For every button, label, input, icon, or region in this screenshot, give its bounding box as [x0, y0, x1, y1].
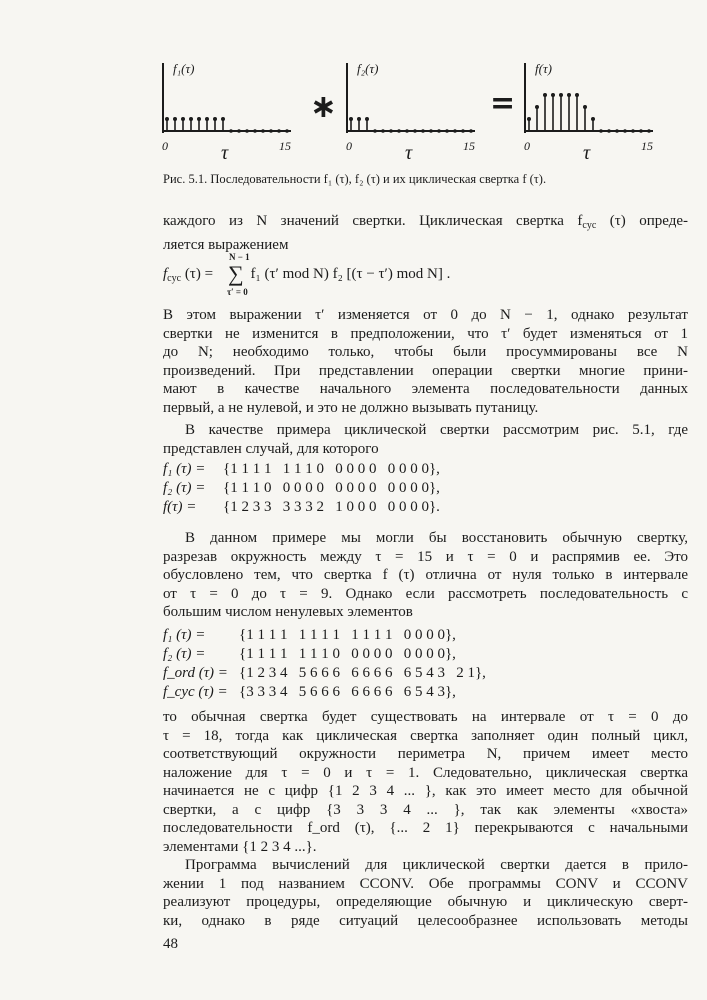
sequence-row: f(τ) = {1 2 3 3 3 3 3 2 1 0 0 0 0 0 0 0}. [163, 499, 440, 515]
zero-marker [429, 129, 433, 133]
zero-marker [245, 129, 249, 133]
stem-marker [559, 93, 563, 97]
text-line: свертки, а с цифр {3 3 3 4 ... }, так как элементы «хвоста» [163, 801, 688, 818]
stem-marker [575, 93, 579, 97]
panel-label: f(τ) [535, 61, 552, 76]
text-line: мают в качестве начального элемента последовательности данных [163, 381, 688, 397]
text-line: то обычная свертка будет существовать на интервале от τ = 0 до [163, 709, 688, 725]
panel-label: f₁(τ) [173, 61, 195, 76]
text-line: разрезав окружность между τ = 15 и τ = 0 и распрямив ее. Это [163, 548, 688, 565]
text-line: В этом выражении τ′ изменяется от 0 до N − 1, однако результат [163, 307, 688, 323]
text-line: элементами {1 2 3 4 ...}. [163, 838, 317, 855]
stem-marker [181, 117, 185, 121]
stem-marker [213, 117, 217, 121]
panel-label: f₂(τ) [357, 61, 379, 76]
text-line: до N; необходимо только, чтобы были просуммированы все N [163, 344, 688, 360]
stem-marker [357, 117, 361, 121]
sequence-row: f_cyc (τ) = {3 3 3 4 5 6 6 6 6 6 6 6 6 5 4 3}, [163, 684, 456, 700]
zero-marker [269, 129, 273, 133]
text-line: каждого из N значений свертки. Циклическая свертка $f_{cyc}$ (τ) опреде- [163, 213, 689, 231]
sum-symbol: ∑ [228, 261, 244, 286]
sum-lower-limit: τ′ = 0 [227, 287, 248, 297]
stem-marker [365, 117, 369, 121]
zero-marker [421, 129, 425, 133]
zero-marker [389, 129, 393, 133]
tick-label-end: 15 [279, 139, 291, 153]
zero-marker [413, 129, 417, 133]
zero-marker [461, 129, 465, 133]
stem-marker [205, 117, 209, 121]
text-line: начинается не с цифр {1 2 3 4 ... }, как это имеет место для обычной [163, 783, 688, 799]
stem-marker [583, 105, 587, 109]
stem-marker [197, 117, 201, 121]
equals-operator: = [490, 86, 516, 121]
zero-marker [445, 129, 449, 133]
text-line: наложение для τ = 0 и τ = 1. Следовательно, циклическая свертка [163, 764, 688, 781]
zero-marker [253, 129, 257, 133]
stem-marker [567, 93, 571, 97]
stem-marker [527, 117, 531, 121]
zero-marker [373, 129, 377, 133]
zero-marker [261, 129, 265, 133]
figure-svg [150, 55, 670, 160]
sequence-block-1 [163, 460, 440, 517]
tick-label-end: 15 [641, 139, 653, 153]
zero-marker [623, 129, 627, 133]
sum-upper-limit: N − 1 [229, 252, 250, 262]
zero-marker [237, 129, 241, 133]
text-line: ки, однако в ряде ситуаций целесообразнее использовать методы [163, 912, 688, 929]
text-line: большим числом ненулевых элементов [163, 604, 413, 620]
zero-marker [469, 129, 473, 133]
tau-axis-label: τ [583, 142, 591, 160]
figure-5-1 [150, 55, 670, 160]
paragraph-4 [163, 529, 688, 622]
stem-marker [189, 117, 193, 121]
zero-marker [631, 129, 635, 133]
zero-marker [599, 129, 603, 133]
stem-marker [173, 117, 177, 121]
convolution-operator: ∗ [310, 87, 337, 125]
stem-marker [535, 105, 539, 109]
paragraph-6 [163, 856, 688, 930]
zero-marker [405, 129, 409, 133]
text-line: соответствующий окружности периметра N, причем имеет место [163, 746, 688, 762]
text-line: τ = 18, тогда как циклическая свертка заполняет один полный цикл, [163, 727, 688, 744]
stem-marker [165, 117, 169, 121]
sequence-row: f_ord (τ) = {1 2 3 4 5 6 6 6 6 6 6 6 6 5 4 3 2 1}, [163, 665, 486, 681]
text-line: свертки не изменится в предположении, что τ′ будет изменяться от 1 [163, 325, 688, 342]
zero-marker [397, 129, 401, 133]
sequence-row: f₂ (τ) = {1 1 1 1 1 1 1 0 0 0 0 0 0 0 0 0}, [163, 646, 456, 662]
zero-marker [229, 129, 233, 133]
text-line: жении 1 под названием CCONV. Обе программы CONV и CCONV [163, 875, 688, 892]
tau-axis-label: τ [405, 142, 413, 160]
zero-marker [277, 129, 281, 133]
zero-marker [453, 129, 457, 133]
tick-label-start: 0 [524, 139, 530, 153]
cyclic-convolution-formula: $f_{cyc}$ (τ) = f₁ (τ′ mod N) f₂ [(τ − τ′) mod N] . [163, 266, 451, 284]
text-line: В качестве примера циклической свертки рассмотрим рис. 5.1, где [185, 422, 688, 438]
text-line: последовательности f_ord (τ), {... 2 1} перекрываются с начальными [163, 820, 688, 836]
sequence-row: f₁ (τ) = {1 1 1 1 1 1 1 1 1 1 1 1 0 0 0 0}, [163, 627, 456, 643]
text-line: от τ = 0 до τ = 9. Однако если рассмотреть последовательность с [163, 585, 688, 602]
paragraph-3 [163, 421, 688, 458]
zero-marker [607, 129, 611, 133]
zero-marker [285, 129, 289, 133]
zero-marker [639, 129, 643, 133]
paragraph-5 [163, 708, 688, 856]
text-line: Программа вычислений для циклической свертки дается в прило- [185, 857, 688, 873]
text-line: первый, а не нулевой, и это не должно вызывать путаницу. [163, 399, 539, 416]
paragraph-1 [163, 212, 688, 254]
sequence-row: f₁ (τ) = {1 1 1 1 1 1 1 0 0 0 0 0 0 0 0 0}, [163, 461, 440, 477]
stem-marker [551, 93, 555, 97]
paragraph-2 [163, 306, 688, 417]
stem-marker [591, 117, 595, 121]
zero-marker [647, 129, 651, 133]
zero-marker [381, 129, 385, 133]
sequence-row: f₂ (τ) = {1 1 1 0 0 0 0 0 0 0 0 0 0 0 0 0}, [163, 480, 440, 496]
text-line: В данном примере мы могли бы восстановить обычную свертку, [185, 530, 688, 546]
stem-marker [221, 117, 225, 121]
stem-marker [543, 93, 547, 97]
tick-label-start: 0 [162, 139, 168, 153]
zero-marker [615, 129, 619, 133]
figure-caption: Рис. 5.1. Последовательности f₁ (τ), f₂ (τ) и их циклическая свертка f (τ). [163, 172, 547, 186]
zero-marker [437, 129, 441, 133]
page-number: 48 [163, 936, 178, 952]
text-line: обусловлено тем, что свертка f (τ) отлична от нуля только в интервале [163, 567, 688, 583]
tick-label-end: 15 [463, 139, 475, 153]
tau-axis-label: τ [221, 142, 229, 160]
text-line: реализуют процедуры, определяющие обычную и циклическую сверт- [163, 894, 688, 910]
tick-label-start: 0 [346, 139, 352, 153]
text-line: ляется выражением [163, 236, 289, 253]
text-line: произведений. При представлении операции свертки многие прини- [163, 362, 688, 379]
sequence-block-2 [163, 626, 486, 702]
stem-marker [349, 117, 353, 121]
text-line: представлен случай, для которого [163, 440, 379, 457]
